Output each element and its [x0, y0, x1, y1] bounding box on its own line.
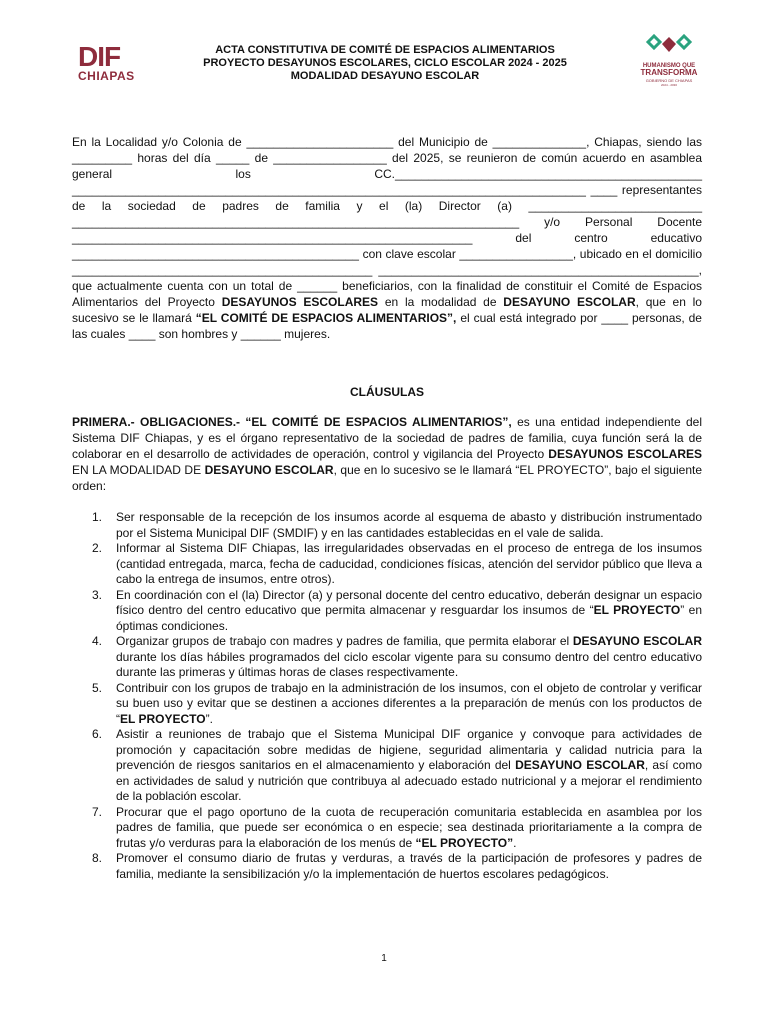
intro-text-4: el cual está integrado por ____ personas, de las cuales ____ son hombres y ______ mujeres.	[72, 311, 702, 341]
list-item-text: Ser responsable de la recepción de los insumos acorde al esquema de abasto y distribución instrumentado por el Sistema Municipal DIF (SMDIF) y en las cantidades establecidas en el vale de salida.	[116, 510, 702, 540]
list-item-text: Contribuir con los grupos de trabajo en la administración de los insumos, con el objeto de controlar y verificar su buen uso y evitar que se destinen a acciones diferentes a la preparación de menús con los productos de “	[116, 680, 702, 726]
list-item-bold: DESAYUNO ESCOLAR	[572, 634, 703, 648]
list-item-number: 5.	[92, 680, 103, 695]
list-item-number: 2.	[92, 541, 103, 555]
document-header	[150, 44, 620, 83]
list-item-number: 3.	[92, 587, 103, 602]
list-item-bold: EL PROYECTO	[120, 711, 206, 726]
intro-text-3: , que en lo sucesivo se le llamará	[72, 295, 702, 325]
intro-paragraph	[72, 134, 702, 342]
list-item	[72, 727, 702, 805]
header-line-1: ACTA CONSTITUTIVA DE COMITÉ DE ESPACIOS ALIMENTARIOS	[215, 44, 555, 56]
page-number: 1	[381, 953, 387, 964]
logo-government-name: GOBIERNO DE CHIAPAS	[645, 78, 693, 83]
gobierno-chiapas-logo	[634, 34, 704, 102]
clausulas-title: CLÁUSULAS	[350, 385, 424, 399]
hearts-emblem-icon	[644, 34, 694, 56]
header-line-2: PROYECTO DESAYUNOS ESCOLARES, CICLO ESCOLAR 2024 - 2025	[203, 57, 567, 69]
list-item-number: 7.	[92, 804, 103, 819]
list-item-number: 6.	[92, 727, 103, 741]
list-item-text: Organizar grupos de trabajo con madres y padres de familia, que permita elaborar el	[116, 634, 573, 648]
list-item	[72, 681, 702, 728]
intro-bold-1: DESAYUNOS ESCOLARES	[221, 295, 379, 309]
primera-text-1: es una entidad independiente del Sistema DIF Chiapas, y es el órgano representativo de la sociedad de padres de familia, cuya función será la de colaborar en el desarrollo de actividades de operación, control y vigilancia del Proyecto	[72, 415, 703, 461]
list-item-text: En coordinación con el (la) Director (a) y personal docente del centro educativo, deberán designar un espacio físico dentro del centro educativo que permita almacenar y resguardar los insumos de “	[116, 587, 702, 617]
list-item-text-end: ” en óptimas condiciones.	[116, 603, 702, 633]
list-item-number: 4.	[92, 634, 103, 648]
list-item-bold: DESAYUNO ESCOLAR	[515, 758, 645, 772]
dif-logo-subtext: CHIAPAS	[78, 69, 135, 83]
header-line-3: MODALIDAD DESAYUNO ESCOLAR	[290, 70, 480, 82]
list-item-text: Informar al Sistema DIF Chiapas, las irregularidades observadas en el proceso de entrega de los insumos (cantidad entregada, marca, fecha de caducidad, condiciones físicas, atención del servidor público que lleva a cabo la entrega de insumos, entre otros).	[116, 541, 702, 586]
logo-period: 2024 - 2030	[660, 83, 677, 87]
list-item	[72, 510, 702, 541]
obligations-list	[72, 510, 702, 882]
primera-bold-3: DESAYUNO ESCOLAR	[204, 463, 334, 477]
list-item	[72, 805, 702, 852]
list-item-text: Procurar que el pago oportuno de la cuota de recuperación comunitaria establecida en asamblea por los padres de familia, que puede ser económica o en especie; sea destinada prioritariamente a la compra de frutas y/o verduras para la elaboración de los menús de	[116, 804, 702, 850]
list-item-bold: “EL PROYECTO”	[415, 835, 514, 850]
list-item-text: Asistir a reuniones de trabajo que el Sistema Municipal DIF organice y convoque para actividades de promoción y capacitación sobre medidas de higiene, seguridad alimentaria y calidad nutricia para la prevención de riesgos sanitarios en el almacenamiento y elaboración del	[116, 727, 702, 772]
list-item-number: 1.	[92, 510, 103, 524]
primera-text-2: EN LA MODALIDAD DE	[72, 463, 205, 477]
list-item-text-end: ”.	[205, 711, 213, 726]
primera-paragraph	[72, 414, 702, 494]
intro-text-2: en la modalidad de	[378, 295, 504, 309]
intro-bold-2: DESAYUNO ESCOLAR	[503, 295, 636, 309]
list-item-text: Promover el consumo diario de frutas y verduras, a través de la participación de profesores y padres de familia, mediante la sensibilización y/o la implementación de huertos escolares pedagógicos.	[116, 851, 702, 881]
logo-slogan-line-1: HUMANISMO QUE	[642, 63, 696, 69]
primera-text-3: , que en lo sucesivo se le llamará “EL PROYECTO”, bajo el siguiente orden:	[72, 463, 702, 493]
list-item-text-end: .	[513, 835, 517, 850]
list-item	[72, 588, 702, 635]
intro-bold-3: “EL COMITÉ DE ESPACIOS ALIMENTARIOS”,	[195, 311, 457, 325]
list-item	[72, 541, 702, 588]
intro-text-1: En la Localidad y/o Colonia de ______________________ del Municipio de ______________, Chiapas, siendo las _________ horas del día _____ de _________________ del 2025, se reunieron de común acuerdo en asamblea general los CC.______________________________________________ _____________________________________________________________________________ ____ representantes de la sociedad de padres de familia y el (la) Director (a) __________________________ ___________________________________________________________________ y/o Personal Docente ____________________________________________________________ del centro educativo ___________________________________________ con clave escolar _________________, ubicado en el domicilio _____________________________________________ ________________________________________________, que actualmente cuenta con un total de ______ beneficiarios, con la finalidad de constituir el Comité de Espacios Alimentarios del Proyecto	[72, 135, 702, 309]
primera-bold-2: DESAYUNOS ESCOLARES	[548, 447, 702, 461]
list-item-bold: EL PROYECTO	[593, 603, 681, 617]
logo-slogan-line-2: TRANSFORMA	[640, 68, 698, 77]
dif-logo-text: DIF	[78, 41, 121, 72]
list-item	[72, 851, 702, 882]
dif-chiapas-logo	[78, 41, 138, 94]
primera-heading: PRIMERA.- OBLIGACIONES.- “EL COMITÉ DE ESPACIOS ALIMENTARIOS”,	[72, 415, 512, 429]
list-item-text-end: durante los días hábiles programados del ciclo escolar vigente para su consumo dentro del centro educativo durante las primeras y últimas horas de clases respectivamente.	[116, 649, 702, 679]
list-item-text-end: , así como en actividades de salud y nutrición que contribuya al adecuado estado nutricional y a mejorar el rendimiento de la población escolar.	[116, 758, 702, 803]
list-item-number: 8.	[92, 851, 103, 865]
list-item	[72, 634, 702, 681]
